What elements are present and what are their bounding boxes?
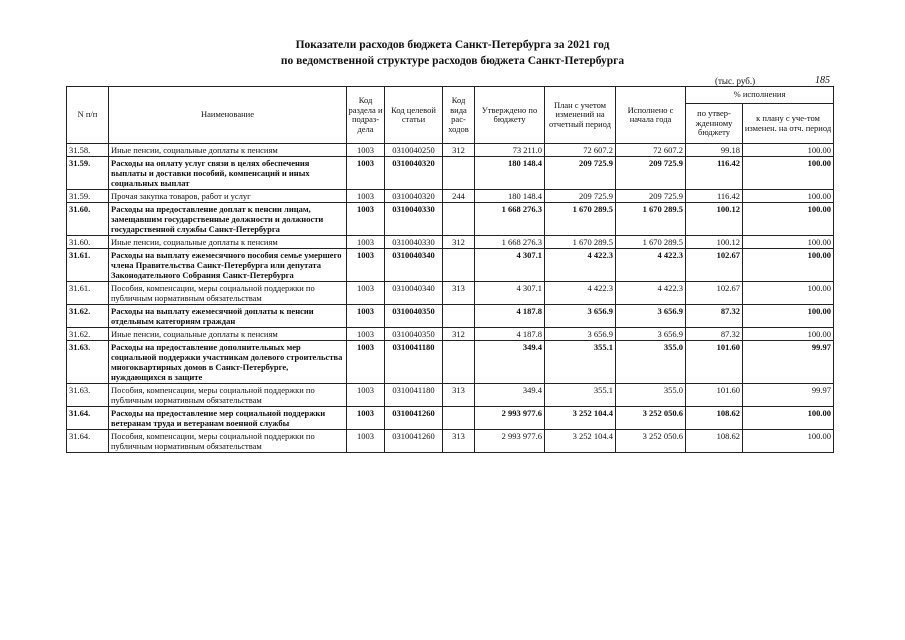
cell-pct-plan: 100.00	[743, 282, 834, 305]
cell-num: 31.59.	[67, 157, 109, 190]
cell-name: Расходы на оплату услуг связи в целях обеспечения выплаты и доставки пособий, компенсаций и иных социальных выплат	[109, 157, 347, 190]
page-number: 185	[815, 75, 830, 86]
cell-section: 1003	[347, 305, 385, 328]
cell-plan: 3 252 104.4	[545, 407, 616, 430]
units-label: (тыс. руб.)	[715, 76, 756, 86]
cell-num: 31.63.	[67, 341, 109, 384]
cell-kind: 313	[443, 384, 475, 407]
cell-approved: 180 148.4	[475, 157, 545, 190]
cell-pct-plan: 100.00	[743, 203, 834, 236]
cell-name: Расходы на предоставление доплат к пенсии лицам, замещавшим государственные должности и должности государственной службы Санкт-Петербурга	[109, 203, 347, 236]
cell-pct-plan: 100.00	[743, 144, 834, 157]
cell-target: 0310040350	[385, 328, 443, 341]
cell-kind	[443, 407, 475, 430]
cell-kind: 313	[443, 430, 475, 453]
col-kind-header: Код вида рас-ходов	[443, 87, 475, 144]
cell-approved: 4 187.8	[475, 328, 545, 341]
cell-plan: 72 607.2	[545, 144, 616, 157]
cell-executed: 3 656.9	[616, 328, 686, 341]
cell-target: 0310041260	[385, 407, 443, 430]
cell-approved: 1 668 276.3	[475, 203, 545, 236]
cell-pct-approved: 101.60	[686, 384, 743, 407]
cell-pct-approved: 100.12	[686, 203, 743, 236]
cell-pct-approved: 87.32	[686, 328, 743, 341]
cell-target: 0310040250	[385, 144, 443, 157]
cell-num: 31.61.	[67, 249, 109, 282]
cell-kind: 244	[443, 190, 475, 203]
cell-executed: 209 725.9	[616, 157, 686, 190]
cell-target: 0310040330	[385, 203, 443, 236]
table-row	[67, 430, 834, 453]
cell-plan: 4 422.3	[545, 282, 616, 305]
col-pct-plan-header: к плану с уче-том изменен. на отч. период	[743, 104, 834, 144]
cell-kind	[443, 341, 475, 384]
cell-pct-plan: 100.00	[743, 157, 834, 190]
cell-approved: 4 307.1	[475, 282, 545, 305]
cell-num: 31.64.	[67, 430, 109, 453]
cell-pct-approved: 116.42	[686, 190, 743, 203]
cell-target: 0310040320	[385, 190, 443, 203]
cell-num: 31.58.	[67, 144, 109, 157]
cell-section: 1003	[347, 407, 385, 430]
cell-pct-approved: 99.18	[686, 144, 743, 157]
cell-plan: 209 725.9	[545, 190, 616, 203]
cell-plan: 209 725.9	[545, 157, 616, 190]
cell-approved: 2 993 977.6	[475, 430, 545, 453]
cell-name: Пособия, компенсации, меры социальной поддержки по публичным нормативным обязательствам	[109, 430, 347, 453]
col-plan-header: План с учетом изменений на отчетный период	[545, 87, 616, 144]
cell-name: Иные пенсии, социальные доплаты к пенсиям	[109, 328, 347, 341]
table-row	[67, 190, 834, 203]
cell-num: 31.62.	[67, 305, 109, 328]
cell-kind: 312	[443, 328, 475, 341]
cell-kind	[443, 203, 475, 236]
col-num-header: N п/п	[67, 87, 109, 144]
cell-section: 1003	[347, 203, 385, 236]
table-row	[67, 328, 834, 341]
col-approved-header: Утверждено по бюджету	[475, 87, 545, 144]
cell-target: 0310040320	[385, 157, 443, 190]
col-target-header: Код целевой статьи	[385, 87, 443, 144]
cell-pct-approved: 101.60	[686, 341, 743, 384]
cell-name: Расходы на выплату ежемесячной доплаты к пенсии отдельным категориям граждан	[109, 305, 347, 328]
cell-plan: 4 422.3	[545, 249, 616, 282]
cell-approved: 1 668 276.3	[475, 236, 545, 249]
cell-name: Иные пенсии, социальные доплаты к пенсиям	[109, 236, 347, 249]
cell-pct-approved: 87.32	[686, 305, 743, 328]
cell-pct-approved: 102.67	[686, 282, 743, 305]
table-row	[67, 157, 834, 190]
cell-executed: 1 670 289.5	[616, 236, 686, 249]
cell-pct-approved: 116.42	[686, 157, 743, 190]
col-executed-header: Исполнено с начала года	[616, 87, 686, 144]
cell-num: 31.61.	[67, 282, 109, 305]
cell-approved: 4 187.8	[475, 305, 545, 328]
cell-pct-approved: 102.67	[686, 249, 743, 282]
cell-pct-plan: 100.00	[743, 190, 834, 203]
expenditure-table	[66, 86, 834, 453]
cell-pct-plan: 100.00	[743, 249, 834, 282]
cell-num: 31.63.	[67, 384, 109, 407]
col-name-header: Наименование	[109, 87, 347, 144]
cell-pct-plan: 100.00	[743, 407, 834, 430]
cell-pct-approved: 108.62	[686, 407, 743, 430]
cell-target: 0310040340	[385, 282, 443, 305]
cell-approved: 4 307.1	[475, 249, 545, 282]
cell-name: Прочая закупка товаров, работ и услуг	[109, 190, 347, 203]
page-subtitle: по ведомственной структуре расходов бюджета Санкт-Петербурга	[280, 55, 625, 67]
cell-pct-approved: 108.62	[686, 430, 743, 453]
cell-target: 0310041260	[385, 430, 443, 453]
cell-executed: 4 422.3	[616, 249, 686, 282]
table-row	[67, 144, 834, 157]
cell-target: 0310041180	[385, 384, 443, 407]
cell-pct-plan: 100.00	[743, 305, 834, 328]
cell-approved: 349.4	[475, 384, 545, 407]
cell-plan: 3 656.9	[545, 305, 616, 328]
table-row	[67, 203, 834, 236]
cell-executed: 3 656.9	[616, 305, 686, 328]
col-section-header: Код раздела и подраз-дела	[347, 87, 385, 144]
cell-plan: 1 670 289.5	[545, 203, 616, 236]
table-row	[67, 236, 834, 249]
cell-section: 1003	[347, 384, 385, 407]
cell-target: 0310041180	[385, 341, 443, 384]
cell-kind	[443, 157, 475, 190]
col-pct-group-header: % исполнения	[686, 87, 834, 104]
table-row	[67, 341, 834, 384]
cell-name: Пособия, компенсации, меры социальной поддержки по публичным нормативным обязательствам	[109, 384, 347, 407]
cell-executed: 1 670 289.5	[616, 203, 686, 236]
cell-approved: 2 993 977.6	[475, 407, 545, 430]
cell-pct-plan: 99.97	[743, 384, 834, 407]
cell-kind	[443, 249, 475, 282]
col-pct-approved-header: по утвер-жденному бюджету	[686, 104, 743, 144]
cell-section: 1003	[347, 282, 385, 305]
table-row	[67, 407, 834, 430]
cell-pct-plan: 100.00	[743, 236, 834, 249]
cell-executed: 3 252 050.6	[616, 407, 686, 430]
cell-pct-plan: 100.00	[743, 328, 834, 341]
cell-num: 31.64.	[67, 407, 109, 430]
cell-section: 1003	[347, 144, 385, 157]
cell-pct-approved: 100.12	[686, 236, 743, 249]
table-row	[67, 282, 834, 305]
cell-pct-plan: 99.97	[743, 341, 834, 384]
cell-kind: 312	[443, 144, 475, 157]
cell-name: Расходы на предоставление мер социальной поддержки ветеранам труда и ветеранам военной службы	[109, 407, 347, 430]
cell-executed: 4 422.3	[616, 282, 686, 305]
cell-name: Расходы на предоставление дополнительных мер социальной поддержки участникам долевого строительства многоквартирных домов в Санкт-Петербурге, нуждающихся в защите	[109, 341, 347, 384]
cell-executed: 3 252 050.6	[616, 430, 686, 453]
cell-kind: 313	[443, 282, 475, 305]
cell-plan: 355.1	[545, 384, 616, 407]
cell-num: 31.62.	[67, 328, 109, 341]
cell-plan: 3 656.9	[545, 328, 616, 341]
cell-plan: 3 252 104.4	[545, 430, 616, 453]
cell-section: 1003	[347, 157, 385, 190]
cell-num: 31.59.	[67, 190, 109, 203]
cell-section: 1003	[347, 249, 385, 282]
cell-name: Пособия, компенсации, меры социальной поддержки по публичным нормативным обязательствам	[109, 282, 347, 305]
page-title: Показатели расходов бюджета Санкт-Петербурга за 2021 год	[295, 39, 610, 51]
cell-name: Расходы на выплату ежемесячного пособия семье умершего члена Правительства Санкт-Петербурга или депутата Законодательного Собрания Санкт-Петербурга	[109, 249, 347, 282]
cell-executed: 72 607.2	[616, 144, 686, 157]
cell-executed: 355.0	[616, 341, 686, 384]
cell-section: 1003	[347, 341, 385, 384]
cell-plan: 355.1	[545, 341, 616, 384]
cell-approved: 73 211.0	[475, 144, 545, 157]
cell-approved: 349.4	[475, 341, 545, 384]
table-row	[67, 384, 834, 407]
cell-executed: 355.0	[616, 384, 686, 407]
cell-kind	[443, 305, 475, 328]
cell-name: Иные пенсии, социальные доплаты к пенсиям	[109, 144, 347, 157]
cell-executed: 209 725.9	[616, 190, 686, 203]
cell-section: 1003	[347, 328, 385, 341]
cell-section: 1003	[347, 236, 385, 249]
cell-target: 0310040340	[385, 249, 443, 282]
cell-plan: 1 670 289.5	[545, 236, 616, 249]
cell-pct-plan: 100.00	[743, 430, 834, 453]
cell-section: 1003	[347, 430, 385, 453]
cell-section: 1003	[347, 190, 385, 203]
table-row	[67, 249, 834, 282]
cell-target: 0310040330	[385, 236, 443, 249]
table-row	[67, 305, 834, 328]
cell-kind: 312	[443, 236, 475, 249]
cell-target: 0310040350	[385, 305, 443, 328]
cell-num: 31.60.	[67, 203, 109, 236]
cell-num: 31.60.	[67, 236, 109, 249]
cell-approved: 180 148.4	[475, 190, 545, 203]
